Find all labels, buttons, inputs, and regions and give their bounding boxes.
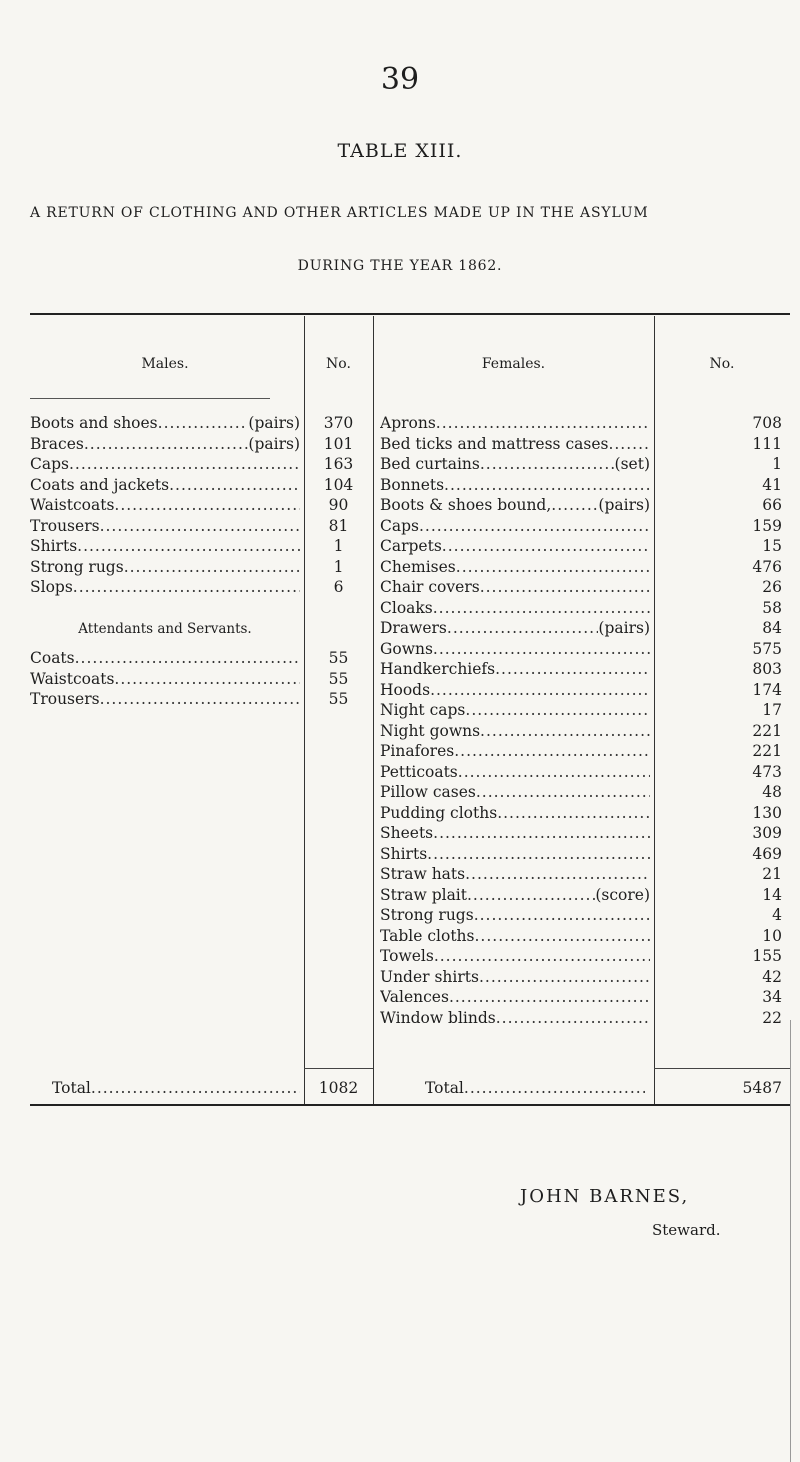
row-label — [30, 648, 300, 668]
item-count: 4 — [772, 906, 782, 924]
item-name: Caps — [30, 455, 69, 473]
item-count: 221 — [752, 742, 782, 760]
item-name: Under shirts — [380, 967, 479, 986]
item-count: 14 — [762, 885, 782, 904]
item-count: 221 — [752, 721, 782, 740]
row-label — [380, 967, 650, 987]
item-name: Pillow cases — [380, 783, 476, 801]
leader-dots — [75, 648, 300, 668]
leader-dots — [480, 454, 615, 474]
item-name: Chair covers — [380, 578, 480, 596]
item-count: 575 — [752, 639, 782, 658]
item-name: Boots and shoes — [30, 414, 158, 432]
item-count: 84 — [762, 619, 782, 637]
item-count: 476 — [752, 557, 782, 576]
item-name: Caps — [380, 516, 419, 535]
item-name: Night caps — [380, 701, 466, 719]
item-name: Sheets — [380, 824, 434, 842]
row-label — [380, 926, 650, 946]
leader-dots — [454, 741, 650, 761]
signature: JOHN BARNES, — [520, 1186, 690, 1207]
row-label — [380, 946, 650, 966]
females-total-label: Total ..... — [425, 1078, 645, 1098]
item-name: Waistcoats — [30, 496, 115, 514]
item-count: 90 — [328, 496, 349, 514]
item-count: 1 — [772, 455, 782, 473]
row-label — [380, 557, 650, 577]
row-label — [380, 823, 650, 843]
header-underline — [30, 398, 270, 399]
leader-dots — [458, 762, 650, 782]
item-unit: (pairs) — [248, 434, 300, 453]
leader-dots — [436, 413, 650, 433]
row-label — [30, 475, 300, 495]
row-label — [380, 864, 650, 884]
item-count: 803 — [752, 660, 782, 678]
leader-dots — [465, 864, 650, 884]
leader-dots — [444, 475, 650, 495]
item-count: 111 — [752, 434, 782, 453]
row-label — [380, 516, 650, 536]
item-count: 159 — [752, 516, 782, 535]
item-name: Straw hats — [380, 865, 466, 883]
row-label — [380, 495, 650, 515]
leader-dots — [449, 987, 650, 1007]
attendants-heading: Attendants and Servants. — [78, 621, 252, 637]
row-label — [380, 987, 650, 1007]
leader-dots — [496, 1008, 650, 1028]
leader-dots — [608, 434, 650, 454]
leader-dots — [433, 598, 650, 618]
leader-dots — [433, 823, 650, 843]
row-label — [380, 434, 650, 454]
leader-dots — [84, 434, 249, 454]
table-top-rule — [30, 313, 790, 315]
item-unit: (pairs) — [598, 619, 650, 637]
item-name: Pinafores — [380, 742, 455, 760]
row-label — [380, 905, 650, 925]
item-name: Shirts — [30, 537, 78, 555]
item-count: 42 — [762, 967, 782, 986]
leader-dots — [497, 803, 650, 823]
item-name: Drawers — [380, 619, 447, 637]
leader-dots — [124, 557, 300, 577]
row-label — [30, 434, 300, 454]
item-name: Straw plait — [380, 885, 467, 904]
item-name: Shirts — [380, 844, 428, 863]
females-header: Females. — [481, 356, 546, 372]
row-label — [380, 721, 650, 741]
item-count: 66 — [762, 496, 782, 514]
item-name: Cloaks — [380, 598, 433, 617]
leader-dots — [456, 557, 650, 577]
item-unit: (score) — [595, 885, 650, 904]
table-subtitle-line-1: A RETURN OF CLOTHING AND OTHER ARTICLES MADE UP IN THE ASYLUM — [30, 205, 649, 221]
row-label — [380, 680, 650, 700]
leader-dots — [427, 844, 650, 864]
item-name: Pudding cloths — [380, 803, 498, 822]
item-name: Table cloths — [380, 926, 475, 945]
leader-dots — [158, 413, 249, 433]
item-name: Handkerchiefs — [380, 660, 496, 678]
item-name: Towels — [380, 947, 434, 965]
item-name: Slops — [30, 578, 73, 596]
item-name: Bonnets — [380, 475, 445, 494]
leader-dots — [551, 495, 598, 515]
item-count: 130 — [752, 803, 782, 822]
leader-dots — [465, 700, 650, 720]
leader-dots — [480, 577, 650, 597]
item-count: 708 — [752, 414, 782, 432]
row-label — [380, 803, 650, 823]
item-count: 34 — [762, 988, 782, 1006]
item-name: Carpets — [380, 537, 442, 555]
item-name: Coats — [30, 649, 75, 667]
item-name: Gowns — [380, 639, 433, 658]
leader-dots — [100, 516, 300, 536]
row-label — [380, 700, 650, 720]
row-label — [30, 495, 300, 515]
item-count: 6 — [333, 578, 344, 596]
item-name: Trousers — [30, 516, 100, 535]
item-name: Braces — [30, 434, 84, 453]
leader-dots — [169, 475, 300, 495]
leader-dots — [475, 926, 651, 946]
item-count: 81 — [328, 516, 349, 535]
row-label — [380, 1008, 650, 1028]
row-label — [380, 454, 650, 474]
item-count: 55 — [328, 649, 349, 667]
item-name: Petticoats — [380, 762, 458, 781]
leader-dots — [442, 536, 650, 556]
item-count: 55 — [328, 669, 349, 688]
item-count: 309 — [752, 824, 782, 842]
row-label — [380, 413, 650, 433]
row-label — [30, 669, 300, 689]
females-total-value: 5487 — [742, 1079, 782, 1097]
leader-dots — [495, 659, 650, 679]
row-label — [30, 454, 300, 474]
page-edge-line — [790, 1020, 791, 1462]
signature-title: Steward. — [652, 1221, 721, 1239]
item-name: Window blinds — [380, 1008, 496, 1027]
item-unit: (set) — [614, 455, 650, 473]
leader-dots — [114, 669, 300, 689]
item-name: Strong rugs — [30, 557, 124, 576]
item-count: 101 — [323, 434, 354, 453]
row-label — [30, 557, 300, 577]
item-count: 469 — [752, 844, 782, 863]
item-count: 41 — [762, 475, 782, 494]
males-total-label: Total ..... — [52, 1078, 300, 1098]
item-unit: (pairs) — [248, 414, 300, 432]
row-label — [380, 782, 650, 802]
item-count: 55 — [328, 690, 349, 708]
item-name: Bed curtains — [380, 455, 480, 473]
row-label — [30, 413, 300, 433]
row-label — [30, 577, 300, 597]
table-bottom-rule — [30, 1104, 790, 1106]
total-rule-males — [304, 1068, 373, 1069]
leader-dots — [474, 905, 650, 925]
leader-dots — [479, 967, 650, 987]
item-name: Chemises — [380, 557, 456, 576]
item-count: 15 — [762, 537, 782, 555]
leader-dots — [430, 680, 650, 700]
males-header: Males. — [141, 356, 189, 372]
item-count: 22 — [762, 1008, 782, 1027]
row-label — [30, 689, 300, 709]
row-label — [380, 577, 650, 597]
page-number: 39 — [380, 62, 420, 97]
column-divider — [373, 316, 374, 1104]
leader-dots — [73, 577, 300, 597]
row-label — [380, 639, 650, 659]
item-count: 163 — [323, 455, 354, 473]
item-name: Waistcoats — [30, 669, 115, 688]
item-count: 473 — [752, 762, 782, 781]
item-name: Bed ticks and mattress cases — [380, 434, 609, 453]
leader-dots — [476, 782, 650, 802]
row-label — [30, 536, 300, 556]
females-number-header: No. — [709, 356, 735, 372]
item-count: 48 — [762, 783, 782, 801]
row-label — [380, 762, 650, 782]
table-title: TABLE XIII. — [337, 140, 463, 162]
item-name: Valences — [380, 988, 449, 1006]
row-label — [380, 885, 650, 905]
item-name: Trousers — [30, 690, 100, 708]
item-count: 1 — [333, 537, 344, 555]
table-subtitle-line-2: DURING THE YEAR 1862. — [297, 258, 503, 274]
leader-dots — [69, 454, 300, 474]
males-total-value: 1082 — [318, 1079, 359, 1097]
leader-dots — [100, 689, 300, 709]
row-label — [380, 659, 650, 679]
row-label — [30, 516, 300, 536]
item-count: 1 — [333, 557, 344, 576]
item-count: 21 — [762, 865, 782, 883]
males-number-header: No. — [326, 356, 351, 372]
row-label — [380, 536, 650, 556]
leader-dots — [114, 495, 300, 515]
item-name: Strong rugs — [380, 906, 474, 924]
leader-dots — [447, 618, 599, 638]
item-name: Aprons — [380, 414, 436, 432]
row-label — [380, 618, 650, 638]
leader-dots — [434, 946, 650, 966]
row-label — [380, 598, 650, 618]
item-name: Hoods — [380, 680, 431, 699]
leader-dots — [480, 721, 650, 741]
item-unit: (pairs) — [598, 496, 650, 514]
item-name: Boots & shoes bound, — [380, 496, 552, 514]
row-label — [380, 741, 650, 761]
item-count: 17 — [762, 701, 782, 719]
item-name: Coats and jackets — [30, 475, 170, 494]
leader-dots — [77, 536, 300, 556]
leader-dots — [419, 516, 650, 536]
leader-dots — [433, 639, 650, 659]
leader-dots — [467, 885, 595, 905]
item-count: 58 — [762, 598, 782, 617]
row-label — [380, 475, 650, 495]
item-count: 370 — [323, 414, 354, 432]
row-label — [380, 844, 650, 864]
item-count: 26 — [762, 578, 782, 596]
item-count: 104 — [323, 475, 354, 494]
item-count: 155 — [752, 947, 782, 965]
item-name: Night gowns — [380, 721, 481, 740]
item-count: 10 — [762, 926, 782, 945]
item-count: 174 — [752, 680, 782, 699]
total-rule-females — [654, 1068, 790, 1069]
